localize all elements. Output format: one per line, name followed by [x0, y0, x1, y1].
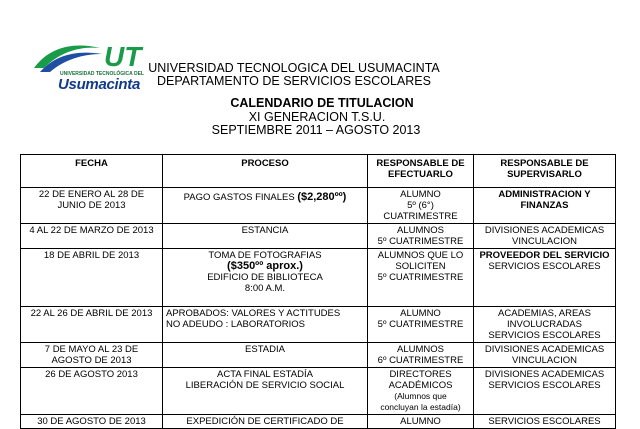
efectuarlo-cell: ALUMNO 5º CUATRIMESTRE [368, 307, 474, 343]
supervisarlo-cell: SERVICIOS ESCOLARES [474, 415, 616, 429]
fecha-cell: 30 DE AGOSTO DE 2013 [21, 415, 163, 429]
header-supervisarlo: RESPONSABLE DE SUPERVISARLO [474, 155, 616, 188]
proceso-cell: PAGO GASTOS FINALES ($2,280ºº) [163, 188, 368, 224]
header-fecha: FECHA [21, 155, 163, 188]
table-row [21, 343, 616, 368]
supervisarlo-cell: DIVISIONES ACADEMICAS VINCULACION [474, 343, 616, 368]
supervisarlo-cell: PROVEEDOR DEL SERVICIO SERVICIOS ESCOLARES [474, 249, 616, 307]
proceso-cell: ACTA FINAL ESTADÍA LIBERACIÓN DE SERVICIO SOCIAL [163, 368, 368, 415]
fecha-cell: 4 AL 22 DE MARZO DE 2013 [21, 224, 163, 249]
efectuarlo-cell: DIRECTORES ACADÉMICOS (Alumnos que concluyan la estadía) [368, 368, 474, 415]
efectuarlo-cell: ALUMNOS 5º CUATRIMESTRE [368, 224, 474, 249]
efectuarlo-cell: ALUMNO 5º (6°) CUATRIMESTRE [368, 188, 474, 224]
supervisarlo-cell: DIVISIONES ACADEMICAS VINCULACION [474, 224, 616, 249]
document-title: CALENDARIO DE TITULACION [230, 96, 414, 110]
table-row [21, 188, 616, 224]
efectuarlo-cell: ALUMNOS QUE LO SOLICITEN 5º CUATRIMESTRE [368, 249, 474, 307]
proceso-cell: ESTADIA [163, 343, 368, 368]
fecha-cell: 22 AL 26 DE ABRIL DE 2013 [21, 307, 163, 343]
table-row [21, 307, 616, 343]
efectuarlo-cell: ALUMNOS 6º CUATRIMESTRE [368, 343, 474, 368]
fecha-cell: 18 DE ABRIL DE 2013 [21, 249, 163, 307]
proceso-cell: ESTANCIA [163, 224, 368, 249]
university-name: UNIVERSIDAD TECNOLOGICA DEL USUMACINTA [148, 61, 440, 75]
proceso-cell: APROBADOS: VALORES Y ACTITUDES NO ADEUDO : LABORATORIOS [163, 307, 368, 343]
logo-name: Usumacinta [58, 76, 141, 93]
supervisarlo-cell: DIVISIONES ACADEMICAS SERVICIOS ESCOLARES [474, 368, 616, 415]
table-header-row [21, 155, 616, 188]
fecha-cell: 26 DE AGOSTO 2013 [21, 368, 163, 415]
supervisarlo-cell: ADMINISTRACION Y FINANZAS [474, 188, 616, 224]
efectuarlo-cell: ALUMNO [368, 415, 474, 429]
generation: XI GENERACION T.S.U. [248, 110, 386, 124]
fecha-cell: 7 DE MAYO AL 23 DE AGOSTO DE 2013 [21, 343, 163, 368]
calendar-table [20, 154, 616, 429]
table-row [21, 224, 616, 249]
proceso-cell: EXPEDICIÓN DE CERTIFICADO DE [163, 415, 368, 429]
logo-tagline: UNIVERSIDAD TECNOLÓGICA DEL [60, 71, 144, 77]
fecha-cell: 22 DE ENERO AL 28 DE JUNIO DE 2013 [21, 188, 163, 224]
header-proceso: PROCESO [163, 155, 368, 188]
period: SEPTIEMBRE 2011 – AGOSTO 2013 [211, 123, 421, 137]
table-row [21, 368, 616, 415]
department-name: DEPARTAMENTO DE SERVICIOS ESCOLARES [157, 74, 431, 88]
table-row [21, 415, 616, 429]
supervisarlo-cell: ACADEMIAS, AREAS INVOLUCRADAS SERVICIOS ESCOLARES [474, 307, 616, 343]
logo-mark: UT [104, 41, 142, 72]
header-efectuarlo: RESPONSABLE DE EFECTUARLO [368, 155, 474, 188]
table-row [21, 249, 616, 307]
proceso-cell: TOMA DE FOTOGRAFIAS ($350ºº aprox.) EDIFICIO DE BIBLIOTECA 8:00 A.M. [163, 249, 368, 307]
